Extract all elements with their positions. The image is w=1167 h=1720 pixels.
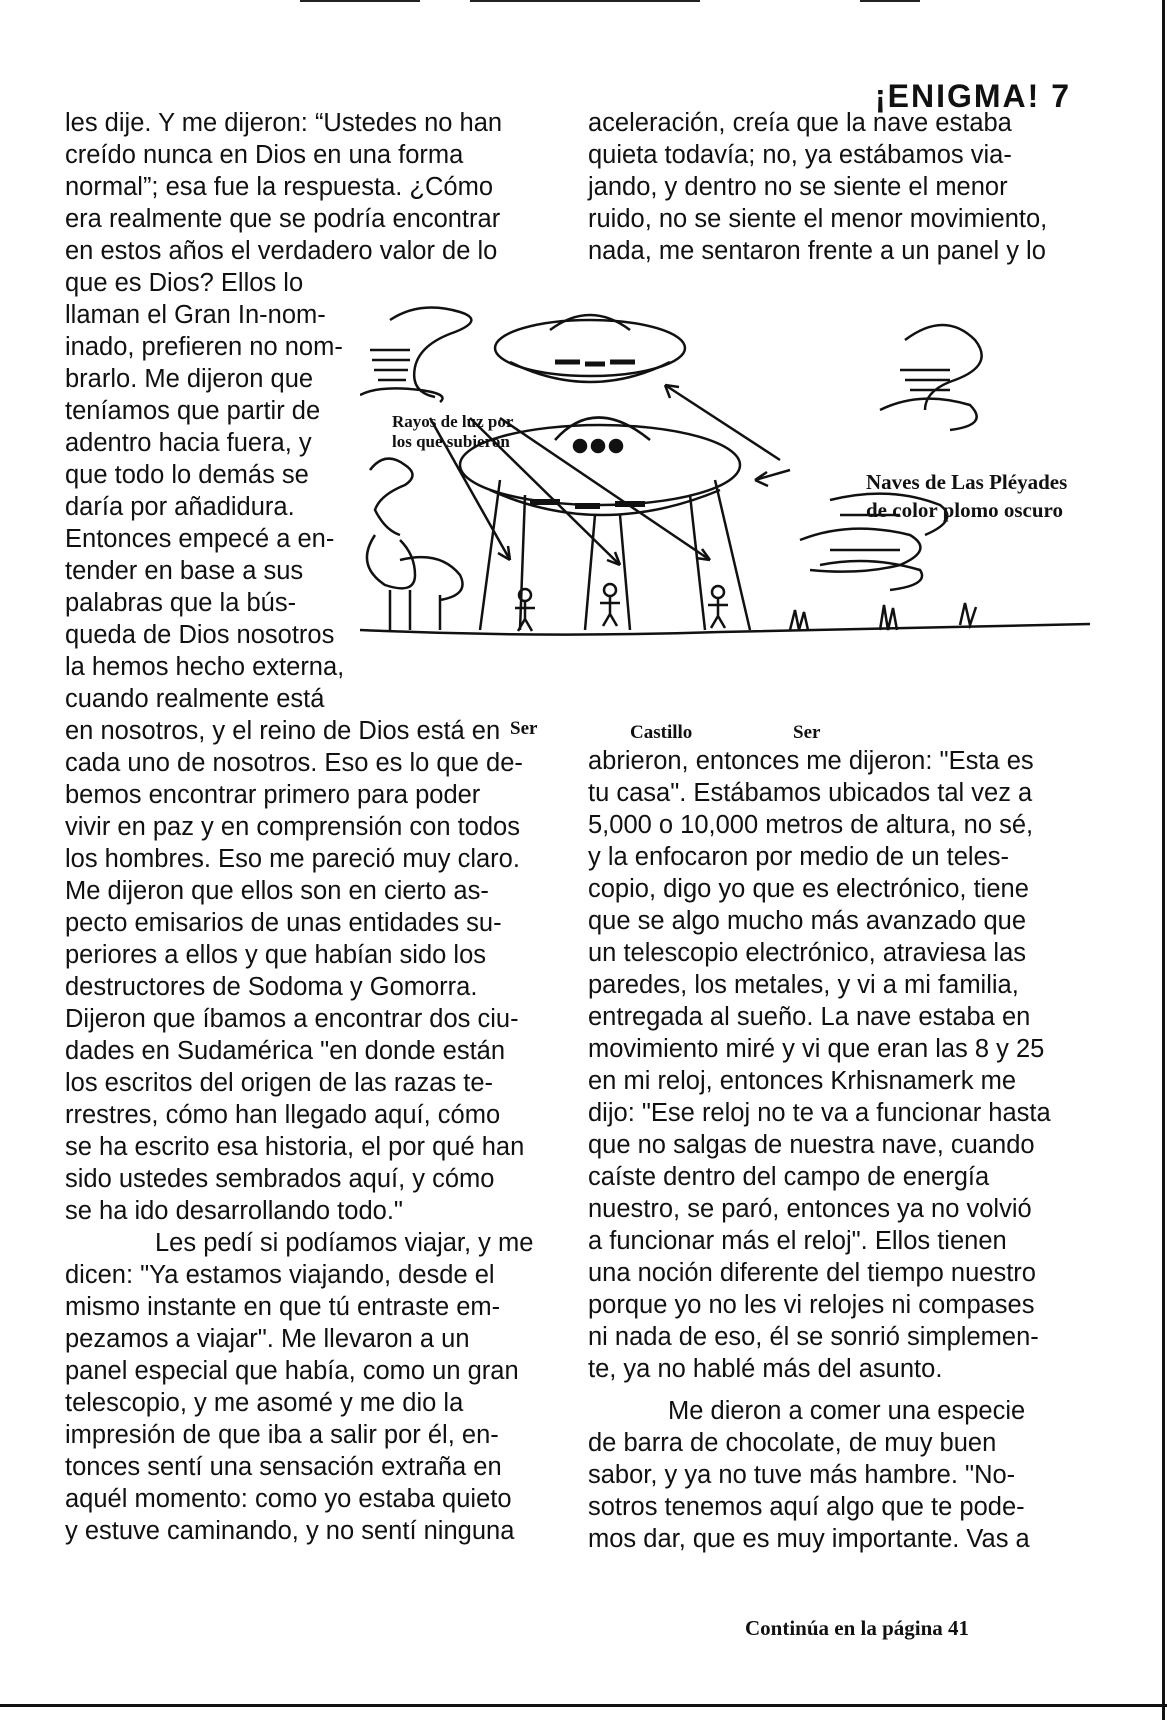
text-line: 5,000 o 10,000 metros de altura, no sé, xyxy=(588,811,1034,839)
text-line: y estuve caminando, y no sentí ninguna xyxy=(65,1517,515,1545)
cloud-icon xyxy=(390,308,471,398)
text-line: palabras que la bús- xyxy=(65,589,297,617)
text-line: paredes, los metales, y vi a mi familia, xyxy=(588,971,1019,999)
text-line: ruido, no se siente el menor movimiento, xyxy=(588,205,1048,233)
text-line: porque yo no les vi relojes ni compases xyxy=(588,1291,1035,1319)
text-line: sabor, y ya no tuve más hambre. "No- xyxy=(588,1461,1016,1489)
text-line: y la enfocaron por medio de un teles- xyxy=(588,843,1009,871)
text-line: Les pedí si podíamos viajar, y me xyxy=(155,1229,534,1257)
text-line: brarlo. Me dijeron que xyxy=(65,365,314,393)
text-line: dijo: "Ese reloj no te va a funcionar hasta xyxy=(588,1099,1051,1127)
text-line: en mi reloj, entonces Krhisnamerk me xyxy=(588,1067,1017,1095)
caption-being-right: Ser xyxy=(793,722,821,743)
text-line: era realmente que se podría encontrar xyxy=(65,205,501,233)
text-line: caíste dentro del campo de energía xyxy=(588,1163,990,1191)
text-line: la hemos hecho externa, xyxy=(65,653,345,681)
continuation-note: Continúa en la página 41 xyxy=(745,1616,970,1640)
text-line: creído nunca en Dios en una forma xyxy=(65,141,464,169)
text-line: sotros tenemos aquí algo que te pode- xyxy=(588,1493,1025,1521)
text-line: panel especial que había, como un gran xyxy=(65,1357,519,1385)
text-line: dades en Sudamérica "en donde están xyxy=(65,1037,506,1065)
text-line: llaman el Gran In-nom- xyxy=(65,301,326,329)
text-line: de barra de chocolate, de muy buen xyxy=(588,1429,997,1457)
text-line: Me dijeron que ellos son en cierto as- xyxy=(65,877,489,905)
page-border-bottom xyxy=(0,1704,1167,1707)
text-line: que no salgas de nuestra nave, cuando xyxy=(588,1131,1035,1159)
text-line: abrieron, entonces me dijeron: "Esta es xyxy=(588,747,1034,775)
text-line: telescopio, y me asomé y me dio la xyxy=(65,1389,464,1417)
text-line: cada uno de nosotros. Eso es lo que de- xyxy=(65,749,523,777)
text-line: un telescopio electrónico, atraviesa las xyxy=(588,939,1026,967)
text-line: una noción diferente del tiempo nuestro xyxy=(588,1259,1036,1287)
text-line: ni nada de eso, él se sonrió simplemen- xyxy=(588,1323,1039,1351)
text-line: que es Dios? Ellos lo xyxy=(65,269,304,297)
text-line: Me dieron a comer una especie xyxy=(668,1397,1026,1425)
text-line: Dijeron que íbamos a encontrar dos ciu- xyxy=(65,1005,519,1033)
light-beam xyxy=(690,480,750,630)
page-header: ¡ENIGMA! 7 xyxy=(875,78,1071,114)
text-line: jando, y dentro no se siente el menor xyxy=(588,173,1008,201)
text-line: rrestres, cómo han llegado aquí, cómo xyxy=(65,1101,501,1129)
scan-mark xyxy=(470,0,700,2)
text-line: se ha escrito esa historia, el por qué han xyxy=(65,1133,525,1161)
light-beam xyxy=(585,515,630,630)
text-line: en nosotros, y el reino de Dios está en xyxy=(65,717,501,745)
text-line: impresión de que iba a salir por él, en- xyxy=(65,1421,499,1449)
text-line: que todo lo demás se xyxy=(65,461,309,489)
text-line: entregada al sueño. La nave estaba en xyxy=(588,1003,1031,1031)
text-line: tender en base a sus xyxy=(65,557,304,585)
scan-mark xyxy=(860,0,920,2)
scan-mark xyxy=(300,0,420,2)
text-line: los escritos del origen de las razas te- xyxy=(65,1069,494,1097)
text-line: que se algo mucho más avanzado que xyxy=(588,907,1027,935)
text-line: pezamos a viajar". Me llevaron a un xyxy=(65,1325,470,1353)
caption-rays: los que subieron xyxy=(392,432,510,451)
text-line: pecto emisarios de unas entidades su- xyxy=(65,909,502,937)
figure-icon xyxy=(708,586,728,628)
caption-rays: Rayos de luz por xyxy=(392,412,514,431)
text-line: tonces sentí una sensación extraña en xyxy=(65,1453,502,1481)
page-border-right xyxy=(1162,0,1165,1720)
text-line: queda de Dios nosotros xyxy=(65,621,335,649)
text-line: nada, me sentaron frente a un panel y lo xyxy=(588,237,1046,265)
text-line: mismo instante en que tú entraste em- xyxy=(65,1293,501,1321)
text-line: periores a ellos y que habían sido los xyxy=(65,941,487,969)
text-line: movimiento miré y vi que eran las 8 y 25 xyxy=(588,1035,1045,1063)
text-line: aceleración, creía que la nave estaba xyxy=(588,109,1012,137)
figure-icon xyxy=(515,589,535,631)
text-line: te, ya no hablé más del asunto. xyxy=(588,1355,943,1383)
text-line: quieta todavía; no, ya estábamos via- xyxy=(588,141,1012,169)
text-line: bemos encontrar primero para poder xyxy=(65,781,481,809)
tree-icon xyxy=(905,325,982,410)
text-line: destructores de Sodoma y Gomorra. xyxy=(65,973,478,1001)
text-line: cuando realmente está xyxy=(65,685,325,713)
text-line: Entonces empecé a en- xyxy=(65,525,335,553)
caption-ships: de color plomo oscuro xyxy=(866,498,1063,522)
text-line: les dije. Y me dijeron: “Ustedes no han xyxy=(65,109,503,137)
text-line: los hombres. Eso me pareció muy claro. xyxy=(65,845,520,873)
text-line: vivir en paz y en comprensión con todos xyxy=(65,813,520,841)
text-line: daría por añadidura. xyxy=(65,493,295,521)
text-line: tu casa". Estábamos ubicados tal vez a xyxy=(588,779,1033,807)
text-line: copio, digo yo que es electrónico, tiene xyxy=(588,875,1029,903)
caption-being-left: Ser xyxy=(510,718,538,739)
text-line: nuestro, se paró, entonces ya no volvió xyxy=(588,1195,1032,1223)
text-line: adentro hacia fuera, y xyxy=(65,429,312,457)
text-line: aquél momento: como yo estaba quieto xyxy=(65,1485,512,1513)
text-line: a funcionar más el reloj". Ellos tienen xyxy=(588,1227,1007,1255)
text-line: dicen: "Ya estamos viajando, desde el xyxy=(65,1261,495,1289)
caption-castle: Castillo xyxy=(630,722,693,743)
text-line: normal”; esa fue la respuesta. ¿Cómo xyxy=(65,173,494,201)
text-line: teníamos que partir de xyxy=(65,397,321,425)
tree-icon xyxy=(370,459,413,535)
text-line: mos dar, que es muy importante. Vas a xyxy=(588,1525,1030,1553)
caption-ships: Naves de Las Pléyades xyxy=(866,470,1068,494)
text-line: en estos años el verdadero valor de lo xyxy=(65,237,498,265)
text-line: sido ustedes sembrados aquí, y cómo xyxy=(65,1165,495,1193)
text-line: inado, prefieren no nom- xyxy=(65,333,343,361)
figure-icon xyxy=(600,584,620,626)
text-line: se ha ido desarrollando todo." xyxy=(65,1197,403,1225)
